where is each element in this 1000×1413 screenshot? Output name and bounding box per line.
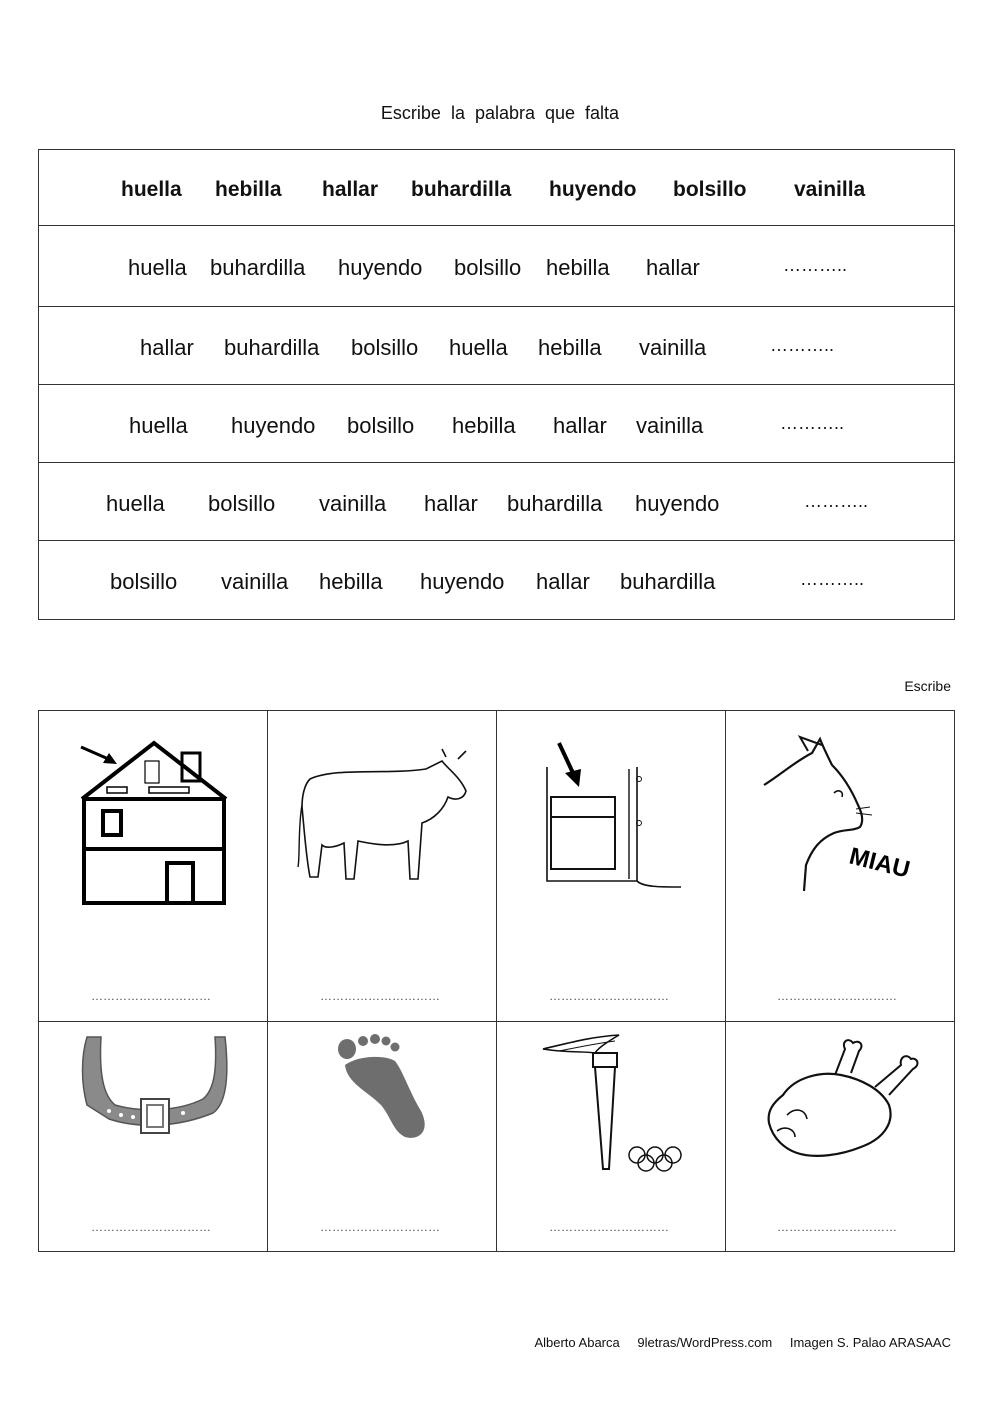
answer-line[interactable]: ………………………… [91, 989, 211, 1003]
footer-credits [534, 1335, 951, 1350]
row-word: bolsillo [351, 335, 419, 360]
header-word: huella [121, 178, 182, 201]
row-word: hallar [646, 255, 700, 280]
row-word: buhardilla [210, 255, 306, 280]
row-word: huyendo [231, 413, 316, 438]
row-word: buhardilla [507, 491, 603, 516]
row-word: hallar [553, 413, 607, 438]
attic-house-icon [79, 739, 229, 914]
answer-line[interactable]: ………………………… [777, 989, 897, 1003]
blank-line[interactable]: ……….. [783, 255, 848, 275]
row-word: huyendo [420, 569, 505, 594]
row-word: huella [449, 335, 508, 360]
footer-author: Alberto Abarca [534, 1335, 620, 1350]
footer-site: 9letras/WordPress.com [637, 1335, 773, 1350]
word-row [39, 384, 954, 463]
footer-credit: Imagen S. Palao ARASAAC [789, 1335, 951, 1350]
row-word: huyendo [635, 491, 720, 516]
row-word: hebilla [546, 255, 610, 280]
answer-line[interactable]: ………………………… [320, 989, 440, 1003]
blank-line[interactable]: ……….. [804, 491, 869, 511]
answer-line[interactable]: ………………………… [549, 1220, 669, 1234]
row-word: bolsillo [454, 255, 522, 280]
belt-buckle-icon [79, 1033, 229, 1148]
answer-line[interactable]: ………………………… [777, 1220, 897, 1234]
answer-line[interactable]: ………………………… [320, 1220, 440, 1234]
row-word: huella [128, 255, 187, 280]
header-word-row [39, 150, 954, 225]
row-word: vainilla [636, 413, 704, 438]
row-word: buhardilla [224, 335, 320, 360]
grid-divider [39, 1021, 954, 1022]
row-word: bolsillo [208, 491, 276, 516]
picture-grid [38, 710, 955, 1252]
grid-divider [267, 711, 268, 1251]
olympic-torch-icon [539, 1033, 689, 1183]
answer-line[interactable]: ………………………… [549, 989, 669, 1003]
blank-line[interactable]: ……….. [800, 569, 865, 589]
header-word: hebilla [215, 178, 282, 201]
blank-line[interactable]: ……….. [780, 413, 845, 433]
row-word: hebilla [319, 569, 383, 594]
row-word: vainilla [639, 335, 707, 360]
row-word: huella [106, 491, 165, 516]
row-word: buhardilla [620, 569, 716, 594]
bull-icon [296, 747, 472, 892]
miau-label: MIAU [846, 842, 913, 884]
row-word: hallar [536, 569, 590, 594]
word-row [39, 306, 954, 385]
row-word: vainilla [221, 569, 289, 594]
row-word: vainilla [319, 491, 387, 516]
row-word: hallar [140, 335, 194, 360]
word-row [39, 225, 954, 307]
header-word: hallar [322, 178, 379, 201]
word-table [38, 149, 955, 620]
escribe-label: Escribe [904, 678, 951, 694]
grid-divider [725, 711, 726, 1251]
row-word: huella [129, 413, 188, 438]
row-word: huyendo [338, 255, 423, 280]
header-word: bolsillo [673, 178, 747, 201]
grid-divider [496, 711, 497, 1251]
word-row [39, 462, 954, 541]
page-title: Escribe la palabra que falta [380, 103, 620, 123]
answer-line[interactable]: ………………………… [91, 1220, 211, 1234]
row-word: hebilla [452, 413, 516, 438]
roast-chicken-icon [765, 1035, 920, 1175]
footprint-icon [335, 1031, 430, 1146]
row-word: hallar [424, 491, 478, 516]
header-word: huyendo [549, 178, 637, 201]
blank-line[interactable]: ……….. [770, 335, 835, 355]
row-word: hebilla [538, 335, 602, 360]
row-word: bolsillo [110, 569, 178, 594]
pocket-icon [539, 739, 684, 896]
header-word: buhardilla [411, 178, 512, 201]
row-word: bolsillo [347, 413, 415, 438]
word-row [39, 540, 954, 620]
cat-meowing-icon [760, 735, 925, 900]
header-word: vainilla [794, 178, 866, 201]
